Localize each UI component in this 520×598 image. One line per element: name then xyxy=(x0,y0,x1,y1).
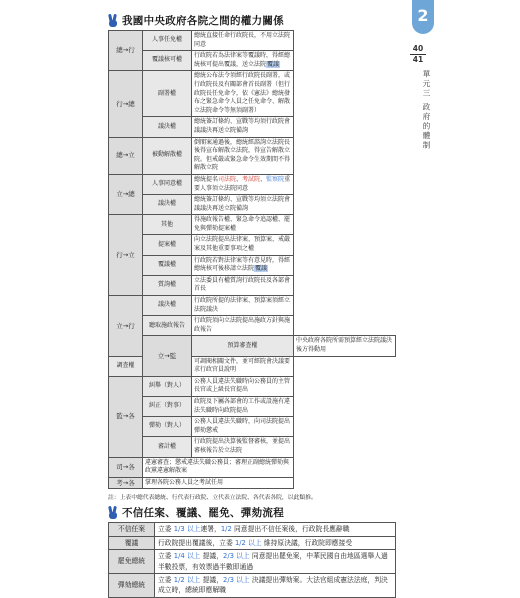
desc-segment: 總統直接任命行政院長，不用立法院同意 xyxy=(194,32,291,48)
desc-segment: 連署， xyxy=(200,525,221,534)
table-row xyxy=(109,536,396,549)
section2-heading xyxy=(108,504,396,520)
desc-segment: 監察院 xyxy=(266,175,285,183)
desc-segment: 重要人事須立法院同意 xyxy=(194,175,291,192)
desc-segment: 1/2 以上 xyxy=(234,538,262,547)
desc-segment: 1/4 以上 xyxy=(173,552,201,561)
description-cell xyxy=(192,296,294,316)
table-row xyxy=(109,376,396,396)
description-cell xyxy=(192,215,294,235)
description-cell xyxy=(192,71,294,117)
relation-cell: 立→總 xyxy=(109,174,143,214)
table-row xyxy=(109,31,396,51)
power-cell: 人事同意權 xyxy=(143,174,192,194)
desc-segment: 覆議 xyxy=(255,265,268,273)
description-cell xyxy=(192,174,294,194)
desc-segment: 總統提名 xyxy=(194,175,219,183)
description-cell xyxy=(192,51,294,71)
page-number-bottom: 41 xyxy=(412,55,424,64)
power-cell: 議決權 xyxy=(143,296,192,316)
relation-cell: 司→各 xyxy=(109,457,143,477)
table-row xyxy=(109,550,396,574)
desc-segment: 決議提出彈劾案。大法官組成憲法法庭，判決成立時，總統即應解職 xyxy=(158,575,388,595)
desc-segment: 2/3 以上 xyxy=(223,575,250,584)
desc-segment: 向立法院提出法律案、預算案、戒嚴案及其他重要事項之權 xyxy=(194,236,291,253)
desc-segment: 1/3 以上 xyxy=(173,525,201,534)
side-chapter-title xyxy=(421,70,432,150)
content-column xyxy=(108,12,396,598)
procedure-description-cell xyxy=(155,573,396,597)
table-row xyxy=(109,437,396,457)
power-cell: 副署權 xyxy=(143,71,192,117)
power-cell: 被動解散權 xyxy=(143,137,192,174)
desc-segment: 、 xyxy=(260,175,267,183)
desc-segment: 立委 xyxy=(158,525,174,534)
description-cell xyxy=(143,477,294,489)
desc-segment: 中央政府各院所需預算經立法院議決後方得動用 xyxy=(296,337,393,353)
table-row xyxy=(109,255,396,275)
section1-title: 我國中央政府各院之間的權力關係 xyxy=(122,14,284,27)
description-cell xyxy=(192,376,294,396)
desc-segment: 行政院提出決算後監督審核，並提出審核報告於立法院 xyxy=(194,438,291,454)
table-row xyxy=(109,137,396,174)
description-cell xyxy=(192,316,294,336)
relation-cell: 行→立 xyxy=(109,215,143,296)
desc-segment: 同意提出罷免案，中華民國自由地區選舉人過半數投票，有效票過半數即通過 xyxy=(158,552,388,571)
power-cell: 提案權 xyxy=(143,235,192,255)
desc-segment: 同意提出不信任案後，行政院長應辭職 xyxy=(231,525,350,534)
relation-cell: 行→總 xyxy=(109,71,143,137)
procedure-description-cell xyxy=(155,523,396,536)
victory-hand-icon xyxy=(108,14,119,27)
relation-cell: 立→行 xyxy=(109,296,143,357)
table-row xyxy=(109,195,396,215)
section2-title: 不信任案、覆議、罷免、彈劾流程 xyxy=(122,506,284,519)
description-cell xyxy=(294,336,396,356)
power-cell: 覆議核可權 xyxy=(143,51,192,71)
desc-segment: 司法院 xyxy=(218,175,237,183)
desc-segment: 1/2 以上 xyxy=(173,575,201,584)
table-row xyxy=(109,235,396,255)
desc-segment: 行政院若為法律案等覆議時，得經總統核可提出覆議，送立法院 xyxy=(194,52,291,68)
power-cell: 覆議權 xyxy=(143,255,192,275)
desc-segment: 得施政報告權、緊急命令追認權、罷免與彈劾提案權 xyxy=(194,216,291,232)
desc-segment: 、 xyxy=(236,175,243,183)
description-cell xyxy=(192,117,294,137)
desc-segment: 違憲審查；懲戒違法失職公務員；審理正副總統彈劾與政黨違憲解散案 xyxy=(145,458,290,475)
desc-segment: 提議， xyxy=(200,552,224,561)
table-row xyxy=(109,275,396,295)
power-cell: 彈劾（對人） xyxy=(143,417,192,437)
side-title-unit: 單元三 xyxy=(422,70,431,99)
table-row xyxy=(109,316,396,336)
description-cell xyxy=(192,195,294,215)
description-cell xyxy=(192,275,294,295)
procedure-description-cell xyxy=(155,550,396,574)
table-row xyxy=(109,174,396,194)
procedure-description-cell xyxy=(155,536,396,549)
power-cell: 審計權 xyxy=(143,437,192,457)
side-title-name: 政府的體制 xyxy=(422,102,431,151)
power-cell: 糾舉（對人） xyxy=(143,376,192,396)
relation-cell: 監→各 xyxy=(109,376,143,457)
power-relations-table xyxy=(108,30,396,489)
relation-cell: 立→監 xyxy=(143,336,192,376)
desc-segment: 覆議 xyxy=(267,60,280,68)
desc-segment: 公務人員違法失職時，向司法院提出彈劾懲戒 xyxy=(194,418,291,434)
desc-segment: 總統公布法令須經行政院長副署，或行政院長及有關部會首長副署（但行政院長任免命令，依《憲法》總統發布之緊急命令人員之任免命令、解散立法院命令等無須副署） xyxy=(194,72,291,114)
power-cell: 人事任免權 xyxy=(143,31,192,51)
desc-segment: 行政院所提的法律案、預算案須經立法院議決 xyxy=(194,297,291,313)
table-row xyxy=(109,477,396,489)
desc-segment: 行政院提出覆議後，立委 xyxy=(158,538,235,547)
desc-segment: 維持原決議，行政院即應接受 xyxy=(261,538,353,547)
desc-segment: 可調閱相關文件，並可經院會決議要求行政官員說明 xyxy=(194,357,291,374)
table-row xyxy=(109,51,396,71)
description-cell xyxy=(192,137,294,174)
procedure-label-cell: 彈劾總統 xyxy=(109,573,155,597)
relation-cell: 總→行 xyxy=(109,31,143,71)
power-cell: 調查權 xyxy=(109,356,143,376)
procedure-label-cell: 覆議 xyxy=(109,536,155,549)
desc-segment: 考試院 xyxy=(242,175,261,183)
desc-segment: 總統簽訂條約、宣戰等均須行政院會議議決再送立院備詢 xyxy=(194,118,291,134)
procedure-label-cell: 罷免總統 xyxy=(109,550,155,574)
desc-segment: 政院及下屬各部會的工作或設施有違法失職時向政院提出 xyxy=(194,397,291,414)
table-row xyxy=(109,573,396,597)
table-row xyxy=(109,71,396,117)
procedure-label-cell: 不信任案 xyxy=(109,523,155,536)
table-note: 註：上表中總代表總統、行代表行政院、立代表立法院、各代表各院，以此類推。 xyxy=(108,495,317,502)
section1-heading xyxy=(108,12,396,28)
relation-cell: 考→各 xyxy=(109,477,143,489)
power-cell: 聽取施政報告 xyxy=(143,316,192,336)
power-cell: 糾正（對事） xyxy=(143,396,192,416)
power-cell: 預算審查權 xyxy=(192,336,294,356)
desc-segment: 立委 xyxy=(158,552,174,561)
description-cell xyxy=(192,417,294,437)
table-row xyxy=(109,117,396,137)
desc-segment: 掌理各院公務人員之考試任用 xyxy=(145,478,224,486)
description-cell xyxy=(192,356,294,376)
desc-segment: 行政院須向立法院提出施政方針與施政報告 xyxy=(194,317,291,333)
power-cell: 其他 xyxy=(143,215,192,235)
table-row xyxy=(109,523,396,536)
desc-segment: 立委 xyxy=(158,575,174,584)
description-cell xyxy=(192,437,294,457)
power-cell: 議決權 xyxy=(143,117,192,137)
victory-hand-icon xyxy=(108,506,119,519)
description-cell xyxy=(192,255,294,275)
table-row xyxy=(109,457,396,477)
chapter-badge: 2 xyxy=(412,0,434,34)
description-cell xyxy=(192,235,294,255)
desc-segment: 2/3 以上 xyxy=(223,552,250,561)
desc-segment: 立法委員有權質詢行政院長及各部會首長 xyxy=(194,276,291,293)
relation-cell: 總→立 xyxy=(109,137,143,174)
desc-segment: 1/2 xyxy=(220,525,232,534)
description-cell xyxy=(192,396,294,416)
power-cell: 質詢權 xyxy=(143,275,192,295)
power-cell: 議決權 xyxy=(143,195,192,215)
description-cell xyxy=(143,457,294,477)
table-row xyxy=(109,296,396,316)
table-row xyxy=(109,396,396,416)
page-number-top: 40 xyxy=(412,44,424,53)
desc-segment: 總統簽訂條約、宣戰等均須立法院會議議決再送立院備詢 xyxy=(194,196,291,212)
desc-segment: 行政院若對法律案等有意見時，得經總統核可後移請立法院 xyxy=(194,256,291,273)
desc-segment: 公務人員違法失職時向公務員的主管長官或上級長官提出 xyxy=(194,377,291,394)
table-row xyxy=(109,215,396,235)
desc-segment: 提議， xyxy=(200,575,224,584)
procedure-table xyxy=(108,522,396,597)
description-cell xyxy=(192,31,294,51)
table-row xyxy=(109,417,396,437)
desc-segment: 倒閣案通過後，總統經諮詢立法院長後得宣布解散立法院，得宣告解散立院。但戒嚴或緊急命令生效期間不得解散立院 xyxy=(194,138,291,172)
table-row xyxy=(109,336,396,356)
